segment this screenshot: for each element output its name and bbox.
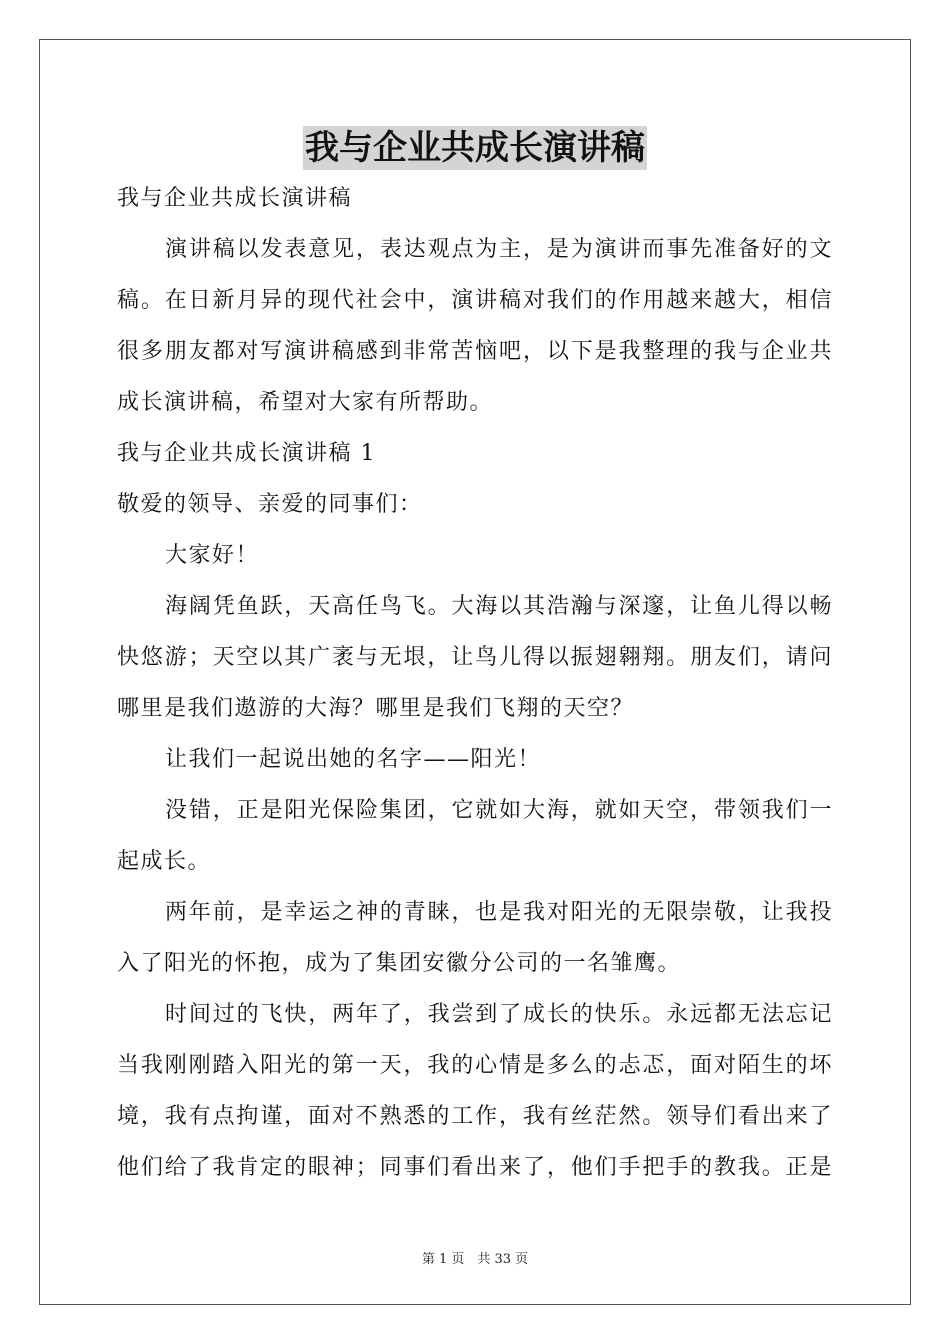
text-line: 演讲稿以发表意见，表达观点为主，是为演讲而事先准备好的文: [165, 237, 833, 262]
text-line: 哪里是我们遨游的大海？哪里是我们飞翔的天空？: [117, 696, 635, 721]
text-line: 大家好！: [165, 543, 260, 568]
text-line: 快悠游；天空以其广袤与无垠，让鸟儿得以振翅翱翔。朋友们，请问: [117, 645, 833, 670]
text-line: 我与企业共成长演讲稿 1: [117, 441, 376, 466]
text-line: 我与企业共成长演讲稿: [117, 186, 353, 211]
text-line: 两年前，是幸运之神的青睐，也是我对阳光的无限崇敬，让我投: [165, 900, 833, 925]
text-line: 成长演讲稿，希望对大家有所帮助。: [117, 390, 494, 415]
text-line: 起成长。: [117, 849, 212, 874]
document-body: [117, 180, 833, 1200]
title-container: [0, 126, 950, 170]
page-footer: 第 1 页 共 33 页: [421, 1252, 529, 1267]
text-line: 当我刚刚踏入阳光的第一天，我的心情是多么的忐忑，面对陌生的坏: [117, 1053, 833, 1078]
text-line: 很多朋友都对写演讲稿感到非常苦恼吧，以下是我整理的我与企业共: [117, 339, 833, 364]
text-line: 让我们一起说出她的名字——阳光！: [165, 747, 542, 772]
text-line: 没错，正是阳光保险集团，它就如大海，就如天空，带领我们一: [165, 798, 833, 823]
text-line: 入了阳光的怀抱，成为了集团安徽分公司的一名雏鹰。: [117, 951, 682, 976]
text-line: 境，我有点拘谨，面对不熟悉的工作，我有丝茫然。领导们看出来了: [117, 1104, 833, 1129]
text-line: 他们给了我肯定的眼神；同事们看出来了，他们手把手的教我。正是: [117, 1155, 833, 1180]
text-line: 稿。在日新月异的现代社会中，演讲稿对我们的作用越来越大，相信: [117, 288, 833, 313]
document-title: 我与企业共成长演讲稿: [305, 128, 645, 168]
text-line: 敬爱的领导、亲爱的同事们：: [117, 492, 423, 517]
text-line: 海阔凭鱼跃，天高任鸟飞。大海以其浩瀚与深邃，让鱼儿得以畅: [165, 594, 833, 619]
text-line: 时间过的飞快，两年了，我尝到了成长的快乐。永远都无法忘记: [165, 1002, 833, 1027]
